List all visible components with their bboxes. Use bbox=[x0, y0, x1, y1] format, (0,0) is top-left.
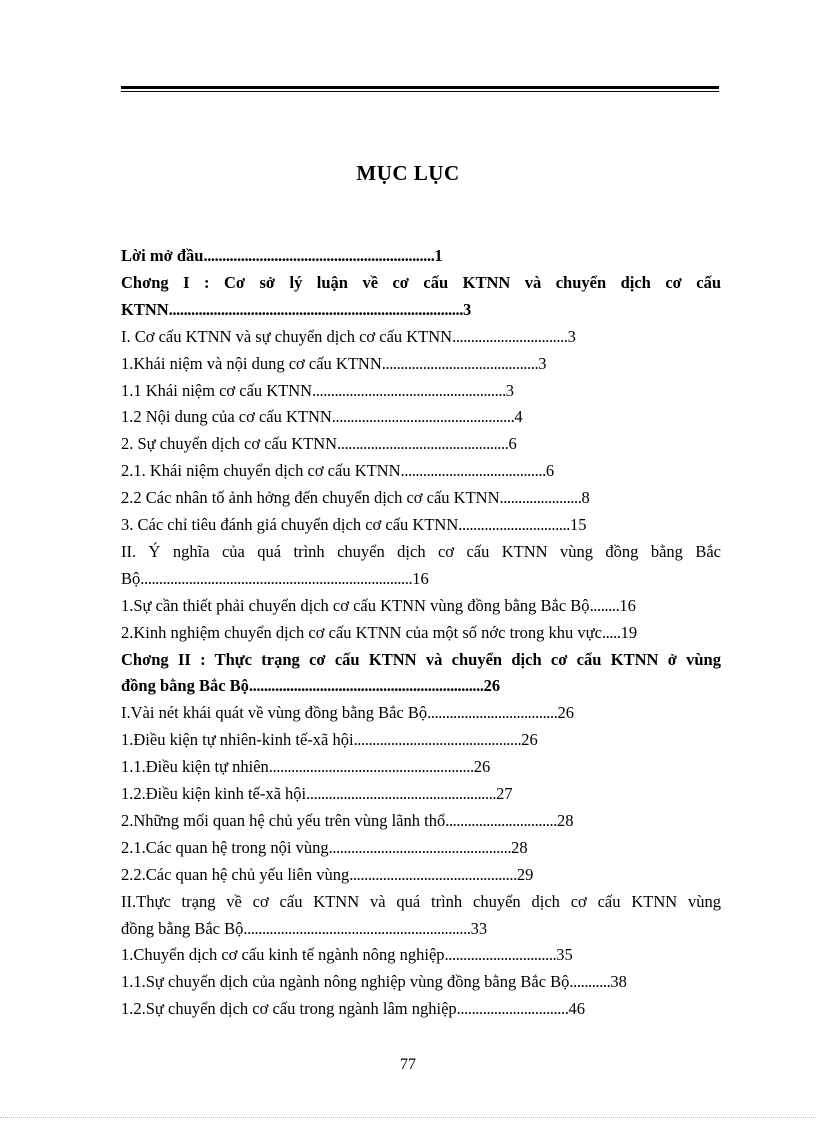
toc-leader-dots: .......................................... bbox=[381, 353, 539, 373]
toc-page-number: 16 bbox=[412, 568, 429, 588]
toc-page-number: 35 bbox=[556, 945, 573, 965]
toc-page-number: 33 bbox=[470, 918, 488, 938]
toc-leader-dots: ................................................... bbox=[306, 784, 497, 803]
toc-entry-text: KTNN bbox=[121, 299, 169, 319]
toc-page-number: 3 bbox=[567, 326, 576, 346]
toc-entry-text: I. Cơ cấu KTNN và sự chuyển dịch cơ cấu KTNN bbox=[121, 326, 453, 346]
toc-leader-dots: ............................................................. bbox=[243, 918, 471, 938]
toc-leader-dots: .................................................... bbox=[312, 380, 506, 400]
toc-leader-dots: .............................. bbox=[444, 945, 557, 965]
toc-page-number: 29 bbox=[516, 864, 534, 884]
toc-entry-text: Bộ bbox=[121, 568, 141, 588]
toc-leader-dots: ........... bbox=[569, 972, 611, 992]
toc-entry bbox=[121, 647, 721, 673]
toc-entry-text: Lời mở đầu bbox=[121, 246, 204, 265]
toc-page-number: 26 bbox=[483, 676, 501, 696]
toc-entry bbox=[121, 324, 721, 350]
toc-entry-text: 2.Những mối quan hệ chủ yếu trên vùng lãnh thổ bbox=[121, 810, 446, 830]
toc-leader-dots: ....................................................... bbox=[268, 757, 474, 777]
toc-entry-text: 1.1.Điều kiện tự nhiên bbox=[121, 757, 269, 777]
toc-entry bbox=[121, 351, 721, 377]
toc-entry-text: 1.2 Nội dung của cơ cấu KTNN bbox=[121, 407, 332, 427]
toc-entry-text: 2.1. Khái niệm chuyển dịch cơ cấu KTNN bbox=[121, 461, 401, 481]
toc-leader-dots: ............................................. bbox=[353, 730, 522, 750]
toc-entry-text: 2.2 Các nhân tố ảnh hởng đến chuyển dịch cơ cấu KTNN bbox=[121, 488, 500, 508]
toc-entry bbox=[121, 243, 721, 269]
toc-entry bbox=[121, 566, 721, 592]
toc-entry-text: 1.Khái niệm và nội dung cơ cấu KTNN bbox=[121, 353, 382, 373]
toc-entry bbox=[121, 378, 721, 404]
header-rule-thick bbox=[121, 86, 719, 89]
toc-entry bbox=[121, 727, 721, 753]
toc-page-number: 26 bbox=[557, 703, 574, 723]
toc-leader-dots: .............................................. bbox=[337, 434, 509, 454]
toc-page-number: 15 bbox=[570, 515, 587, 534]
toc-entry bbox=[121, 673, 721, 699]
toc-entry-text: Chơng II : Thực trạng cơ cấu KTNN và chuyển dịch cơ cấu KTNN ở vùng bbox=[121, 649, 721, 669]
toc-page-number: 3 bbox=[505, 380, 515, 400]
toc-leader-dots: ................................... bbox=[427, 703, 558, 723]
toc-entry bbox=[121, 593, 721, 619]
toc-leader-dots: ....................................... bbox=[400, 461, 546, 481]
toc-entry-text: I.Vài nét khái quát về vùng đồng bằng Bắc Bộ bbox=[121, 703, 428, 723]
toc-entry bbox=[121, 458, 721, 484]
toc-entry bbox=[121, 539, 721, 565]
toc-entry bbox=[121, 620, 721, 646]
toc-leader-dots: ........ bbox=[589, 595, 620, 615]
toc-entry bbox=[121, 700, 721, 726]
toc-entry-text: 1.Sự cần thiết phải chuyển dịch cơ cấu KTNN vùng đồng bằng Bắc Bộ bbox=[121, 595, 590, 615]
toc-entry-text: Chơng I : Cơ sở lý luận về cơ cấu KTNN và chuyển dịch cơ cấu bbox=[121, 272, 721, 292]
toc-leader-dots: ............................................................................... bbox=[168, 299, 463, 319]
toc-leader-dots: ..... bbox=[601, 622, 621, 642]
page-title: MỤC LỤC bbox=[356, 161, 460, 185]
toc-entry-text: 2. Sự chuyển dịch cơ cấu KTNN bbox=[121, 434, 338, 454]
toc-entry-text: đồng bằng Bắc Bộ bbox=[121, 918, 244, 938]
toc-entry-text: 1.1 Khái niệm cơ cấu KTNN bbox=[121, 380, 313, 400]
toc-entry bbox=[121, 996, 721, 1022]
toc-leader-dots: ......................................................................... bbox=[140, 568, 413, 588]
toc-entry-text: 1.Điều kiện tự nhiên-kinh tế-xã hội bbox=[121, 730, 354, 750]
page-number: 77 bbox=[400, 1056, 416, 1073]
toc-page-number: 27 bbox=[496, 784, 513, 803]
toc-entry bbox=[121, 942, 721, 968]
toc-page-number: 38 bbox=[610, 972, 627, 992]
toc-page-number: 16 bbox=[619, 595, 636, 615]
toc-leader-dots: ................................................. bbox=[331, 407, 515, 427]
toc-entry-text: 1.2.Sự chuyển dịch cơ cấu trong ngành lâm nghiệp bbox=[121, 999, 457, 1019]
toc-page-number: 46 bbox=[568, 999, 585, 1019]
toc-entry bbox=[121, 512, 721, 538]
toc-page-number: 4 bbox=[514, 407, 523, 427]
toc-entry-text: 1.Chuyển dịch cơ cấu kinh tế ngành nông nghiệp bbox=[121, 945, 445, 965]
toc-page-number: 8 bbox=[581, 488, 590, 508]
toc-entry bbox=[121, 404, 721, 430]
toc-entry bbox=[121, 862, 721, 888]
toc-entry bbox=[121, 485, 721, 511]
toc-entry bbox=[121, 969, 721, 995]
toc-entry bbox=[121, 889, 721, 915]
toc-leader-dots: .............................. bbox=[458, 515, 571, 534]
toc-entry-text: 1.2.Điều kiện kinh tế-xã hội bbox=[121, 784, 307, 803]
toc-page-number: 26 bbox=[521, 730, 538, 750]
toc-entry-text: 2.Kinh nghiệm chuyển dịch cơ cấu KTNN của một số nớc trong khu vực bbox=[121, 622, 602, 642]
toc-leader-dots: .............................. bbox=[445, 810, 557, 830]
toc-entry bbox=[121, 781, 721, 807]
page-bottom-border bbox=[0, 1117, 816, 1118]
toc-leader-dots: .............................. bbox=[456, 999, 569, 1019]
toc-leader-dots: ................................................. bbox=[328, 837, 512, 857]
toc-page-number: 3 bbox=[462, 299, 472, 319]
toc-entry bbox=[121, 270, 721, 296]
toc-entry bbox=[121, 431, 721, 457]
toc-entry-text: 1.1.Sự chuyển dịch của ngành nông nghiệp vùng đồng bằng Bắc Bộ bbox=[121, 972, 570, 992]
toc-entry bbox=[121, 835, 721, 861]
toc-page-number: 6 bbox=[508, 434, 517, 454]
toc-entry bbox=[121, 808, 721, 834]
toc-page-number: 28 bbox=[511, 837, 528, 857]
toc-entry-text: II. Ý nghĩa của quá trình chuyển dịch cơ cấu KTNN vùng đồng bằng Bắc bbox=[121, 541, 721, 561]
toc-page-number: 6 bbox=[545, 461, 555, 481]
toc-page-number: 26 bbox=[473, 757, 491, 777]
toc-entry-text: đồng bằng Bắc Bộ bbox=[121, 676, 249, 696]
toc-entry bbox=[121, 754, 721, 780]
toc-entry bbox=[121, 916, 721, 942]
toc-leader-dots: ...................... bbox=[499, 488, 582, 508]
toc-page-number: 1 bbox=[434, 246, 443, 265]
header-rule-thin bbox=[121, 91, 719, 92]
toc-entry-text: 3. Các chỉ tiêu đánh giá chuyển dịch cơ cấu KTNN bbox=[121, 515, 459, 534]
toc-leader-dots: ............................................. bbox=[349, 864, 517, 884]
toc-leader-dots: ............................... bbox=[452, 326, 568, 346]
toc-page-number: 28 bbox=[556, 810, 574, 830]
toc-leader-dots: ............................................................... bbox=[248, 676, 484, 696]
toc-entry bbox=[121, 297, 721, 323]
toc-entry-text: 2.2.Các quan hệ chủ yếu liên vùng bbox=[121, 864, 350, 884]
toc-entry-text: 2.1.Các quan hệ trong nội vùng bbox=[121, 837, 329, 857]
toc-entry-text: II.Thực trạng về cơ cấu KTNN và quá trình chuyển dịch cơ cấu KTNN vùng bbox=[121, 891, 721, 911]
toc-page-number: 19 bbox=[620, 622, 638, 642]
toc-leader-dots: .............................................................. bbox=[203, 246, 435, 265]
toc-page-number: 3 bbox=[538, 353, 547, 373]
